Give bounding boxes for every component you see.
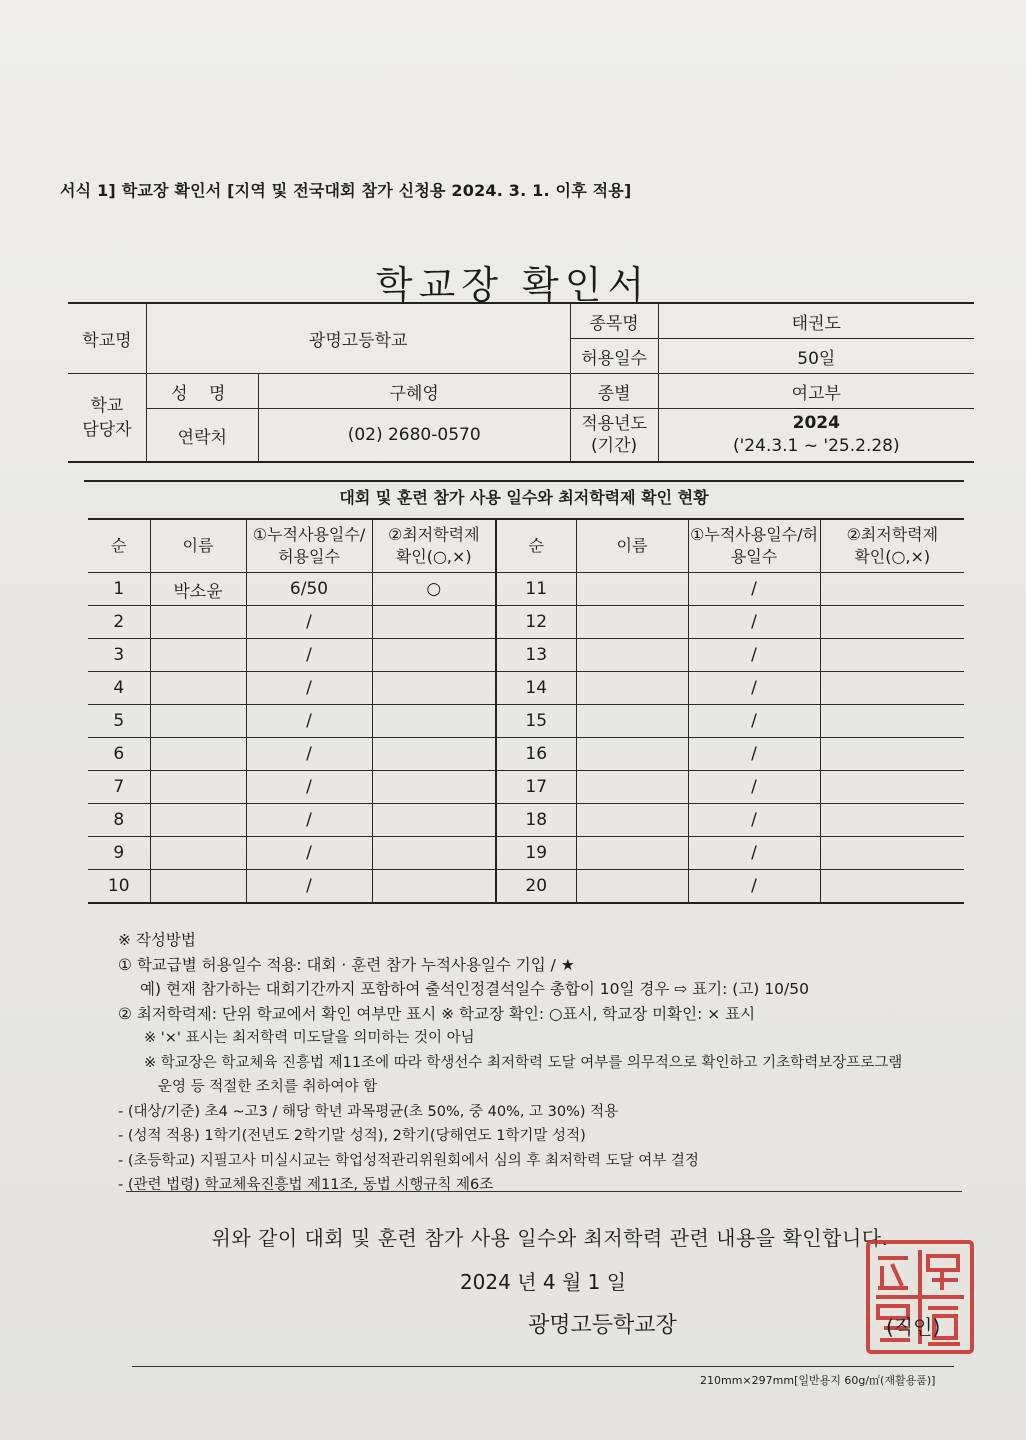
row-days-right: / [688, 771, 820, 804]
year-number: 2024 [792, 413, 840, 433]
document-title: 학교장 확인서 [375, 263, 651, 307]
school-manager-label [68, 374, 146, 463]
header-check-right-l1: ②최저학력제 [846, 525, 939, 544]
contact-label: 연락처 [146, 409, 258, 463]
manager-label-line1: 학교 [90, 395, 124, 416]
header-check-left-l2: 확인(○,×) [395, 547, 472, 566]
row-check-right [820, 639, 964, 672]
row-days-left: / [246, 738, 372, 771]
header-check-left-l1: ②최저학력제 [387, 525, 480, 544]
row-no-right: 16 [496, 738, 576, 771]
row-name-left [150, 606, 246, 639]
row-check-left [372, 639, 496, 672]
table-row [88, 771, 964, 804]
note-example: 예) 현재 참가하는 대회기간까지 포함하여 출석인정결석일수 총합이 10일 경우 ⇨ 표기: (고) 10/50 [140, 980, 809, 998]
year-label-line2: (기간) [591, 436, 638, 456]
year-label-line1: 적용년도 [581, 414, 647, 434]
header-days-right [688, 519, 820, 573]
header-no-left: 순 [88, 519, 150, 573]
manager-label-line2: 담당자 [82, 419, 132, 440]
note-item-1: ① 학교급별 허용일수 적용: 대회 · 훈련 참가 누적사용일수 기입 / ★ [118, 955, 575, 974]
row-name-left [150, 738, 246, 771]
row-name-left [150, 639, 246, 672]
header-days-right-l1: ①누적사용일수/허 [690, 525, 818, 544]
row-check-left [372, 771, 496, 804]
table-row [88, 837, 964, 870]
row-name-left [150, 804, 246, 837]
row-name-left [150, 771, 246, 804]
header-check-right [820, 519, 964, 573]
table-row [88, 738, 964, 771]
note-grade-apply: - (성적 적용) 1학기(전년도 2학기말 성적), 2학기(당해연도 1학기말 성적) [118, 1128, 586, 1144]
row-name-right [576, 672, 688, 705]
row-days-left: / [246, 870, 372, 904]
allowed-days-label: 허용일수 [570, 339, 658, 374]
status-section-title: 대회 및 훈련 참가 사용 일수와 최저학력제 확인 현황 [84, 480, 964, 508]
row-days-left: / [246, 705, 372, 738]
school-name-value: 광명고등학교 [146, 303, 570, 374]
row-check-right [820, 606, 964, 639]
row-no-left: 6 [88, 738, 150, 771]
header-check-left [372, 519, 496, 573]
header-days-left-l2: 허용일수 [278, 547, 340, 566]
row-no-right: 20 [496, 870, 576, 904]
manager-name-value: 구혜영 [258, 374, 570, 409]
row-name-right [576, 804, 688, 837]
row-no-left: 4 [88, 672, 150, 705]
row-check-right [820, 672, 964, 705]
row-name-right [576, 606, 688, 639]
row-days-right: / [688, 738, 820, 771]
note-principal-duty: ※ 학교장은 학교체육 진흥법 제11조에 따라 학생선수 최저학력 도달 여부를 의무적으로 확인하고 기초학력보장프로그램 [144, 1054, 903, 1071]
principal-title: 광명고등학교장 [528, 1313, 677, 1338]
row-name-right [576, 639, 688, 672]
row-check-right [820, 705, 964, 738]
row-no-right: 15 [496, 705, 576, 738]
header-check-right-l2: 확인(○,×) [854, 547, 931, 566]
confirmation-text: 위와 같이 대회 및 훈련 참가 사용 일수와 최저학력 관련 내용을 확인합니다. [211, 1226, 889, 1250]
row-name-left [150, 870, 246, 904]
row-check-right [820, 573, 964, 606]
row-check-left [372, 672, 496, 705]
writing-notes [118, 928, 968, 1198]
row-no-left: 10 [88, 870, 150, 904]
status-table [88, 518, 964, 904]
row-name-right [576, 573, 688, 606]
row-days-right: / [688, 837, 820, 870]
row-no-left: 1 [88, 573, 150, 606]
status-body [88, 573, 964, 904]
table-row [88, 705, 964, 738]
row-name-left: 박소윤 [150, 573, 246, 606]
issue-date: 2024 년 4 월 1 일 [459, 1270, 627, 1294]
table-row [88, 606, 964, 639]
row-days-right: / [688, 705, 820, 738]
row-check-right [820, 771, 964, 804]
note-law: - (관련 법령) 학교체육진흥법 제11조, 동법 시행규칙 제6조 [118, 1177, 494, 1193]
sport-label: 종목명 [570, 303, 658, 339]
table-row [88, 870, 964, 904]
info-table [68, 302, 974, 463]
row-name-left [150, 672, 246, 705]
header-name-left: 이름 [150, 519, 246, 573]
row-name-right [576, 837, 688, 870]
row-name-right [576, 705, 688, 738]
year-period: ('24.3.1 ~ '25.2.28) [733, 436, 900, 456]
row-no-left: 8 [88, 804, 150, 837]
row-no-left: 7 [88, 771, 150, 804]
form-header: 서식 1] 학교장 확인서 [지역 및 전국대회 참가 신청용 2024. 3. 1. 이후 적용] [60, 181, 632, 200]
row-days-right: / [688, 639, 820, 672]
seal-label: (직인) [886, 1315, 941, 1339]
row-days-left: / [246, 837, 372, 870]
note-elementary: - (초등학교) 지필고사 미실시교는 학업성적관리위원회에서 심의 후 최저학력 도달 여부 결정 [118, 1152, 699, 1169]
row-no-right: 12 [496, 606, 576, 639]
row-no-right: 19 [496, 837, 576, 870]
header-days-left-l1: ①누적사용일수/ [252, 525, 366, 544]
manager-name-label: 성 명 [146, 374, 258, 409]
table-row [88, 672, 964, 705]
row-name-right [576, 738, 688, 771]
row-days-left: / [246, 804, 372, 837]
contact-value: (02) 2680-0570 [258, 409, 570, 463]
row-check-left [372, 837, 496, 870]
row-name-left [150, 837, 246, 870]
table-row [88, 573, 964, 606]
divider-line [126, 1191, 962, 1192]
row-check-right [820, 804, 964, 837]
row-name-right [576, 771, 688, 804]
row-days-right: / [688, 606, 820, 639]
paper-spec: 210mm×297mm[일반용지 60g/㎡(재활용품)] [700, 1374, 936, 1387]
row-days-right: / [688, 672, 820, 705]
note-item-2: ② 최저학력제: 단위 학교에서 확인 여부만 표시 ※ 학교장 확인: ○표시, 학교장 미확인: × 표시 [118, 1004, 756, 1023]
row-days-left: / [246, 771, 372, 804]
footer-line [132, 1366, 954, 1367]
row-name-right [576, 870, 688, 904]
row-check-left [372, 606, 496, 639]
row-days-right: / [688, 870, 820, 904]
row-check-right [820, 738, 964, 771]
header-days-right-l2: 용일수 [730, 547, 778, 566]
notes-heading: ※ 작성방법 [118, 931, 196, 949]
row-no-left: 9 [88, 837, 150, 870]
category-label: 종별 [570, 374, 658, 409]
row-no-right: 11 [496, 573, 576, 606]
row-check-left: ○ [372, 573, 496, 606]
row-no-left: 3 [88, 639, 150, 672]
row-name-left [150, 705, 246, 738]
note-x-meaning: ※ '×' 표시는 최저학력 미도달을 의미하는 것이 아님 [144, 1030, 475, 1046]
note-principal-duty-cont: 운영 등 적절한 조치를 취하여야 함 [158, 1079, 378, 1095]
row-no-right: 13 [496, 639, 576, 672]
allowed-days-value: 50일 [658, 339, 974, 374]
table-row [88, 639, 964, 672]
header-name-right: 이름 [576, 519, 688, 573]
header-no-right: 순 [496, 519, 576, 573]
year-value [658, 409, 974, 463]
row-check-left [372, 738, 496, 771]
category-value: 여고부 [658, 374, 974, 409]
status-header-row [88, 519, 964, 573]
row-days-left: / [246, 606, 372, 639]
row-days-left: 6/50 [246, 573, 372, 606]
row-check-left [372, 804, 496, 837]
row-check-left [372, 870, 496, 904]
row-days-left: / [246, 672, 372, 705]
row-no-right: 17 [496, 771, 576, 804]
row-check-right [820, 837, 964, 870]
header-days-left [246, 519, 372, 573]
row-days-right: / [688, 804, 820, 837]
school-name-label: 학교명 [68, 303, 146, 374]
row-no-left: 2 [88, 606, 150, 639]
row-check-right [820, 870, 964, 904]
row-no-right: 14 [496, 672, 576, 705]
sport-value: 태권도 [658, 303, 974, 339]
year-label [570, 409, 658, 463]
row-days-left: / [246, 639, 372, 672]
note-target: - (대상/기준) 초4 ~고3 / 해당 학년 과목평균(초 50%, 중 40%, 고 30%) 적용 [118, 1103, 619, 1120]
row-no-left: 5 [88, 705, 150, 738]
row-no-right: 18 [496, 804, 576, 837]
table-row [88, 804, 964, 837]
row-days-right: / [688, 573, 820, 606]
row-check-left [372, 705, 496, 738]
